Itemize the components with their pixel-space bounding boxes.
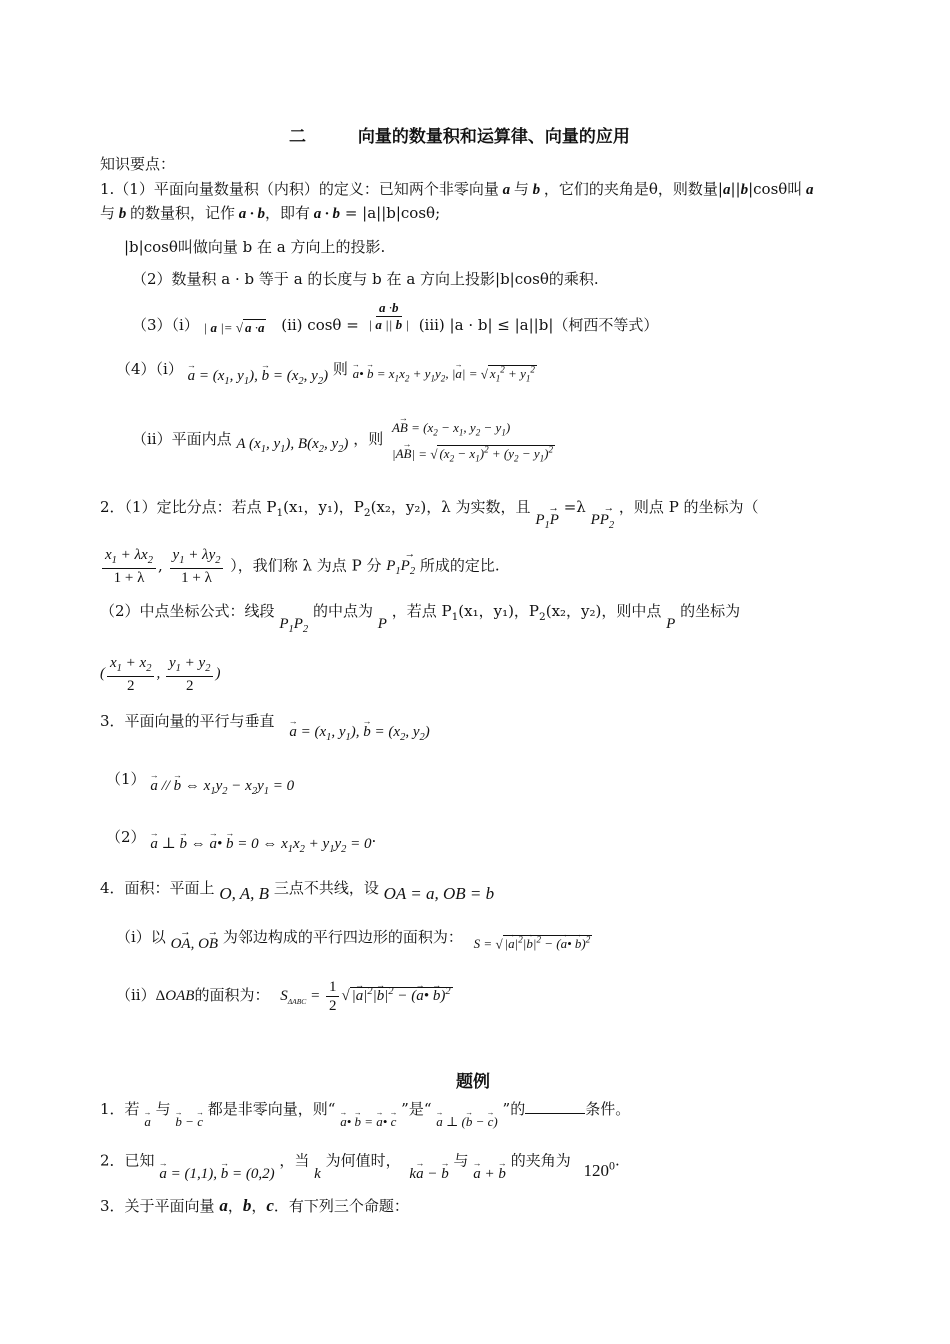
question-2: 2．已知 → a = (1,1), → b = (0,2) ，当 k 为何值时， k→ a − → b 与 → a + → b 的夹角为 $120^0$.: [100, 1148, 620, 1171]
area-line: 4．面积：平面上 O, A, B 三点不共线，设 OA = a, OB = b: [100, 879, 495, 903]
definition-line-2: 与 b 的数量积，记作 a · b，即有 a · b = |a||b|cosθ;: [100, 204, 441, 222]
question-1: 1．若 → a 与 → b − → c 都是非零向量，则“ → a• → b = → a• → c ”是“ → a ⊥ (→ b − → c) ”的 条件。: [100, 1098, 630, 1118]
section-number: 二: [289, 127, 306, 147]
section-heading: [289, 127, 630, 147]
division-point-line: 2．（1）定比分点：若点 $P_1(x_1$，y₁)，$P_2(x_2$，y₂)，λ 为实数，且 → $P_1P =\lambda \to PP_2$ ，则点 P 的坐标为（: [100, 498, 759, 521]
item-3-line: （3）（i） | a |= √ a ·a (ii) cosθ = $\frac{a \cdot b}{| a || b |}$ (iii) |a · b| ≤ |a||b|（柯西不等式）: [132, 300, 659, 336]
perpendicular-condition: （2） → a ⊥ → b ⇔ → a• → b = 0 ⇔ $x_1x_2 + y_1y_2 = 0$.: [106, 828, 376, 851]
item-2-line: （2）数量积 a · b 等于 a 的长度与 b 在 a 方向上投影|b|cosθ的乘积.: [132, 270, 599, 288]
definition-line-1: 1.（1）平面向量数量积（内积）的定义：已知两个非零向量 a 与 b ，它们的夹角是θ，则数量|a||b|cosθ叫 a: [100, 180, 814, 198]
knowledge-label: 知识要点：: [100, 155, 176, 173]
examples-title: 题例: [456, 1072, 490, 1092]
item-4ii-line: （ii）平面内点 A ($x_1$, $y_1$), $B(x_2$, $y_2$) ，则 → AB = ($x_2 - x_1$, $y_2 - y_1$) |→ AB| = √ $(x_2 - x_1)^2 + (y_2 - y_1)^2$: [132, 420, 555, 480]
midpoint-formula: ( $\frac{x_1 + x_2}{2}$ , $\frac{y_1 + y_2}{2}$ ): [100, 655, 221, 694]
triangle-area-line: （ii）ΔOAB的面积为： $S_{\Delta ABC}$ = $\frac{1}{2}$ √ |→ $a|^2|\to b|^2$ − (→ a• → b)$^2$: [116, 978, 453, 1015]
answer-blank[interactable]: [525, 1098, 585, 1114]
parallel-perpendicular-title: 3．平面向量的平行与垂直 → $a = (x_1$, $y_1$), → $b = (x_2$, $y_2$): [100, 712, 430, 735]
section-title: 向量的数量积和运算律、向量的应用: [357, 127, 630, 147]
question-3: 3．关于平面向量 a，b，c．有下列三个命题：: [100, 1196, 409, 1215]
division-coordinate-line: $\frac{x_1 + \lambda x_2}{1 + \lambda}$ , $\frac{y_1 + \lambda y_2}{1 + \lambda}$ ），我们称 λ 为点 P 分 → $P_1P_2$ 所成的定比.: [100, 546, 500, 587]
projection-line: |b|cosθ叫做向量 b 在 a 方向上的投影.: [124, 238, 386, 256]
midpoint-line: （2）中点坐标公式：线段 $P_1P_2$ 的中点为 P ，若点 $P_1(x_1$，y₁)，$P_2(x_2$，y₂)，则中点 P 的坐标为: [100, 602, 741, 635]
parallelogram-area-line: （i）以 → OA, → OB 为邻边构成的平行四边形的面积为： S = √ |→ $a|^2|\to b|^2$ − (→ a• → b)$^2$: [116, 928, 592, 947]
parallel-condition: （1） → a // → b ⇔ $x_1y_2 - x_2y_1 = 0$: [106, 770, 294, 793]
item-4i-line: $(4)(i) \to a = (x_1$, $y_1$), → $b = (x_2$, $y_2$) 则 → a• → $b = x_1x_2 + y_1y_2$, |→ a| = √ $x_1^2 + y_1^2$: [116, 360, 537, 383]
